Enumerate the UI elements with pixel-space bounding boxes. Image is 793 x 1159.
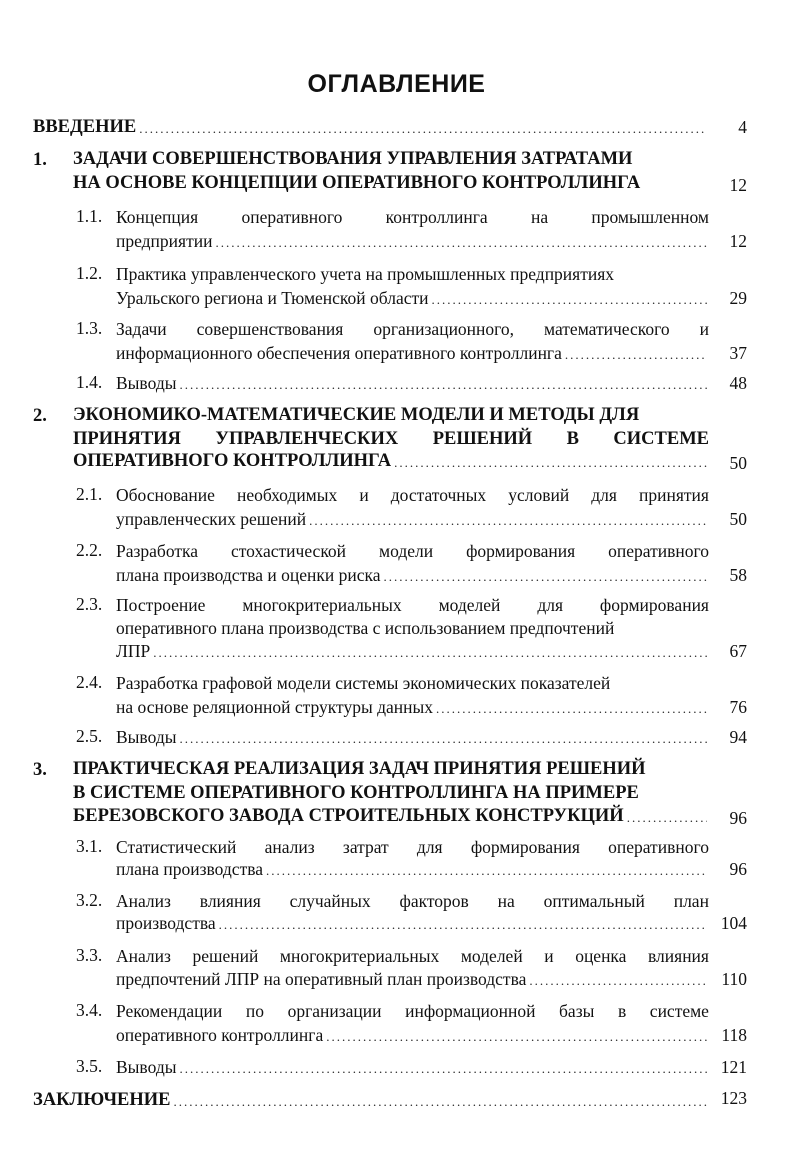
entry-title: ВВЕДЕНИЕ [33,117,137,137]
page-number: 96 [729,859,747,879]
chapter-title-line: ОПЕРАТИВНОГО КОНТРОЛЛИНГА ..... [73,450,709,472]
chapter-number: 1. [33,150,47,170]
section-title-line: ЛПР ..... [116,640,709,662]
page-number: 94 [729,727,747,747]
section-number: 2.1. [76,484,103,504]
page-number: 58 [729,565,747,585]
section-title-line: Построение многокритериальных моделей для формирования [116,595,709,615]
page-number: 29 [729,288,747,308]
page-number: 50 [729,453,747,473]
page-number: 37 [729,343,747,363]
section-title-line: оперативного контроллинга ..... [116,1024,709,1046]
chapter-title-line: НА ОСНОВЕ КОНЦЕПЦИИ ОПЕРАТИВНОГО КОНТРОЛЛИНГА [73,173,641,193]
section-title-line: Практика управленческого учета на промышленных предприятиях [116,264,615,284]
chapter-number: 3. [33,760,47,780]
section-title-line: Статистический анализ затрат для формирования оперативного [116,837,709,857]
page-number: 121 [720,1057,747,1077]
chapter-title-line: ПРИНЯТИЯ УПРАВЛЕНЧЕСКИХ РЕШЕНИЙ В СИСТЕМЕ [73,429,709,449]
section-title-line: Разработка графовой модели системы экономических показателей [116,673,611,693]
chapter-title-line: ПРАКТИЧЕСКАЯ РЕАЛИЗАЦИЯ ЗАДАЧ ПРИНЯТИЯ РЕШЕНИЙ [73,759,646,779]
section-title-line: Рекомендации по организации информационной базы в системе [116,1001,709,1021]
section-title-line: предприятии ..... [116,230,709,252]
section-number: 3.4. [76,1000,103,1020]
page-title: ОГЛАВЛЕНИЕ [307,70,486,98]
page-number: 48 [729,373,747,393]
section-title-line: информационного обеспечения оперативного контроллинга ..... [116,342,709,364]
section-title-line: Выводы ..... [116,726,709,748]
section-number: 1.1. [76,206,103,226]
section-number: 1.4. [76,372,103,392]
section-number: 3.1. [76,836,103,856]
page-number: 123 [720,1088,747,1108]
chapter-title-line: БЕРЕЗОВСКОГО ЗАВОДА СТРОИТЕЛЬНЫХ КОНСТРУКЦИЙ ..... [73,805,709,827]
section-title-line: Уральского региона и Тюменской области ..... [116,287,709,309]
leader-dots [174,1093,708,1111]
section-title-line: Обоснование необходимых и достаточных условий для принятия [116,485,709,505]
section-title-line: Выводы ..... [116,372,709,394]
entry-line [33,116,709,138]
page-number: 118 [721,1025,747,1045]
section-title-line: Анализ решений многокритериальных моделей и оценка влияния [116,946,709,966]
section-title-line: Выводы ..... [116,1056,709,1078]
page-number: 12 [729,231,747,251]
section-number: 2.4. [76,672,103,692]
chapter-title-line: В СИСТЕМЕ ОПЕРАТИВНОГО КОНТРОЛЛИНГА НА ПРИМЕРЕ [73,783,639,803]
page-number: 76 [729,697,747,717]
entry-title: ЗАКЛЮЧЕНИЕ [33,1090,171,1110]
section-title-line: оперативного плана производства с использованием предпочтений [116,618,615,638]
section-number: 3.3. [76,945,103,965]
section-title-line: Задачи совершенствования организационного, математического и [116,319,709,339]
section-number: 1.2. [76,263,103,283]
section-number: 1.3. [76,318,103,338]
section-title-line: плана производства и оценки риска ..... [116,564,709,586]
leader-dots [139,120,707,138]
section-number: 2.3. [76,594,103,614]
page-number: 110 [721,969,747,989]
section-title-line: Концепция оперативного контроллинга на промышленном [116,207,709,227]
chapter-title-line: ЗАДАЧИ СОВЕРШЕНСТВОВАНИЯ УПРАВЛЕНИЯ ЗАТРАТАМИ [73,149,633,169]
section-title-line: предпочтений ЛПР на оперативный план производства ..... [116,968,709,990]
section-title-line: управленческих решений ..... [116,508,709,530]
chapter-title-line: ЭКОНОМИКО-МАТЕМАТИЧЕСКИЕ МОДЕЛИ И МЕТОДЫ ДЛЯ [73,405,640,425]
page-number: 104 [720,913,747,933]
page-number: 4 [738,117,747,137]
section-number: 3.5. [76,1056,103,1076]
chapter-number: 2. [33,406,47,426]
section-title-line: Анализ влияния случайных факторов на оптимальный план [116,891,709,911]
page-number: 50 [729,509,747,529]
section-title-line: производства ..... [116,912,709,934]
page-number: 96 [729,808,747,828]
page-number: 12 [729,175,747,195]
page-number: 67 [729,641,747,661]
section-title-line: Разработка стохастической модели формирования оперативного [116,541,709,561]
entry-line [33,1089,709,1111]
section-number: 2.5. [76,726,103,746]
section-title-line: плана производства ..... [116,858,709,880]
section-title-line: на основе реляционной структуры данных ..... [116,696,709,718]
section-number: 2.2. [76,540,103,560]
section-number: 3.2. [76,890,103,910]
